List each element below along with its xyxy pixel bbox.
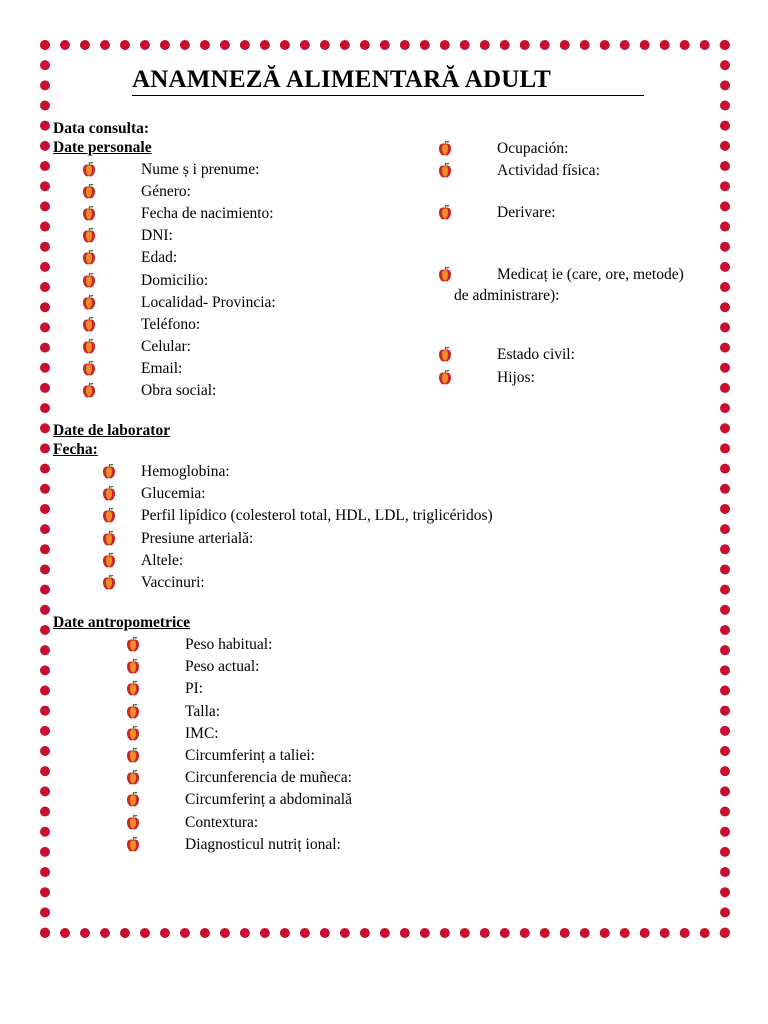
list-item-label: Contextura: xyxy=(185,813,259,831)
apple-icon xyxy=(82,183,96,199)
apple-icon xyxy=(438,162,452,178)
apple-icon xyxy=(126,658,140,674)
apple-icon xyxy=(126,703,140,719)
list-item-label: Obra social: xyxy=(141,382,217,399)
list-item-label: Nume ș i prenume: xyxy=(141,161,260,178)
list-item-label: Peso actual: xyxy=(185,658,260,676)
list-item-label: Teléfono: xyxy=(141,315,201,333)
list-item-label: IMC: xyxy=(185,724,219,742)
apple-icon xyxy=(126,725,140,741)
page-title: ANAMNEZĂ ALIMENTARĂ ADULT xyxy=(132,66,644,96)
apple-icon xyxy=(102,463,116,479)
list-item-label: Diagnosticul nutriț ional: xyxy=(185,835,341,853)
apple-icon xyxy=(102,574,116,590)
derivare-label: Derivare: xyxy=(497,204,556,221)
apple-icon xyxy=(126,836,140,852)
apple-icon xyxy=(102,507,116,523)
list-item-label: Género: xyxy=(141,183,191,201)
apple-icon xyxy=(438,266,452,282)
list-item-label: Localidad- Provincia: xyxy=(141,293,276,311)
estado-civil-label: Estado civil: xyxy=(497,346,575,363)
apple-icon xyxy=(82,272,96,288)
apple-icon xyxy=(438,346,452,362)
list-item-label: Edad: xyxy=(141,249,178,267)
medicatie-label: Medicaț ie (care, ore, metode) xyxy=(497,266,684,283)
list-item-label: Circumferinț a taliei: xyxy=(185,747,315,764)
apple-icon xyxy=(82,338,96,354)
list-item-label: DNI: xyxy=(141,227,173,245)
apple-icon xyxy=(126,636,140,652)
apple-icon xyxy=(82,316,96,332)
date-antropometrice-heading: Date antropometrice xyxy=(53,614,191,631)
list-item-label: Circumferinț a abdominală xyxy=(185,791,352,809)
apple-icon xyxy=(126,747,140,763)
list-item-label: Domicilio: xyxy=(141,271,209,289)
hijos-label: Hijos: xyxy=(497,369,535,386)
list-item-label: Talla: xyxy=(185,702,221,720)
apple-icon xyxy=(82,249,96,265)
list-item-label: Glucemia: xyxy=(141,485,206,503)
list-item-label: Hemoglobina: xyxy=(141,463,230,480)
medicatie-label-continued: de administrare): xyxy=(454,287,560,304)
apple-icon xyxy=(438,369,452,385)
list-item-label: PI: xyxy=(185,680,204,698)
apple-icon xyxy=(82,161,96,177)
list-item-label: Circunferencia de muñeca: xyxy=(185,769,352,787)
list-item-label: Vaccinuri: xyxy=(141,574,205,591)
apple-icon xyxy=(102,552,116,568)
apple-icon xyxy=(82,294,96,310)
data-consulta-label: Data consulta: xyxy=(53,120,150,137)
apple-icon xyxy=(102,485,116,501)
list-item-label: Perfil lipídico (colesterol total, HDL, LDL, triglicéridos) xyxy=(141,507,493,525)
date-laborator-heading: Date de laborator xyxy=(53,422,171,439)
apple-icon xyxy=(126,680,140,696)
list-item-label: Peso habitual: xyxy=(185,636,273,653)
date-personale-heading: Date personale xyxy=(53,139,152,156)
apple-icon xyxy=(82,227,96,243)
apple-icon xyxy=(82,205,96,221)
actividad-label: Actividad física: xyxy=(497,162,600,179)
apple-icon xyxy=(126,769,140,785)
list-item-label: Email: xyxy=(141,359,183,377)
ocupacion-label: Ocupación: xyxy=(497,140,569,157)
apple-icon xyxy=(82,382,96,398)
apple-icon xyxy=(82,360,96,376)
list-item-label: Presiune arterială: xyxy=(141,529,254,547)
fecha-label: Fecha: xyxy=(53,441,98,458)
list-item-label: Celular: xyxy=(141,337,191,355)
list-item-label: Fecha de nacimiento: xyxy=(141,205,274,223)
apple-icon xyxy=(126,814,140,830)
list-item-label: Altele: xyxy=(141,551,184,569)
apple-icon xyxy=(438,204,452,220)
apple-icon xyxy=(102,530,116,546)
apple-icon xyxy=(126,791,140,807)
apple-icon xyxy=(438,140,452,156)
